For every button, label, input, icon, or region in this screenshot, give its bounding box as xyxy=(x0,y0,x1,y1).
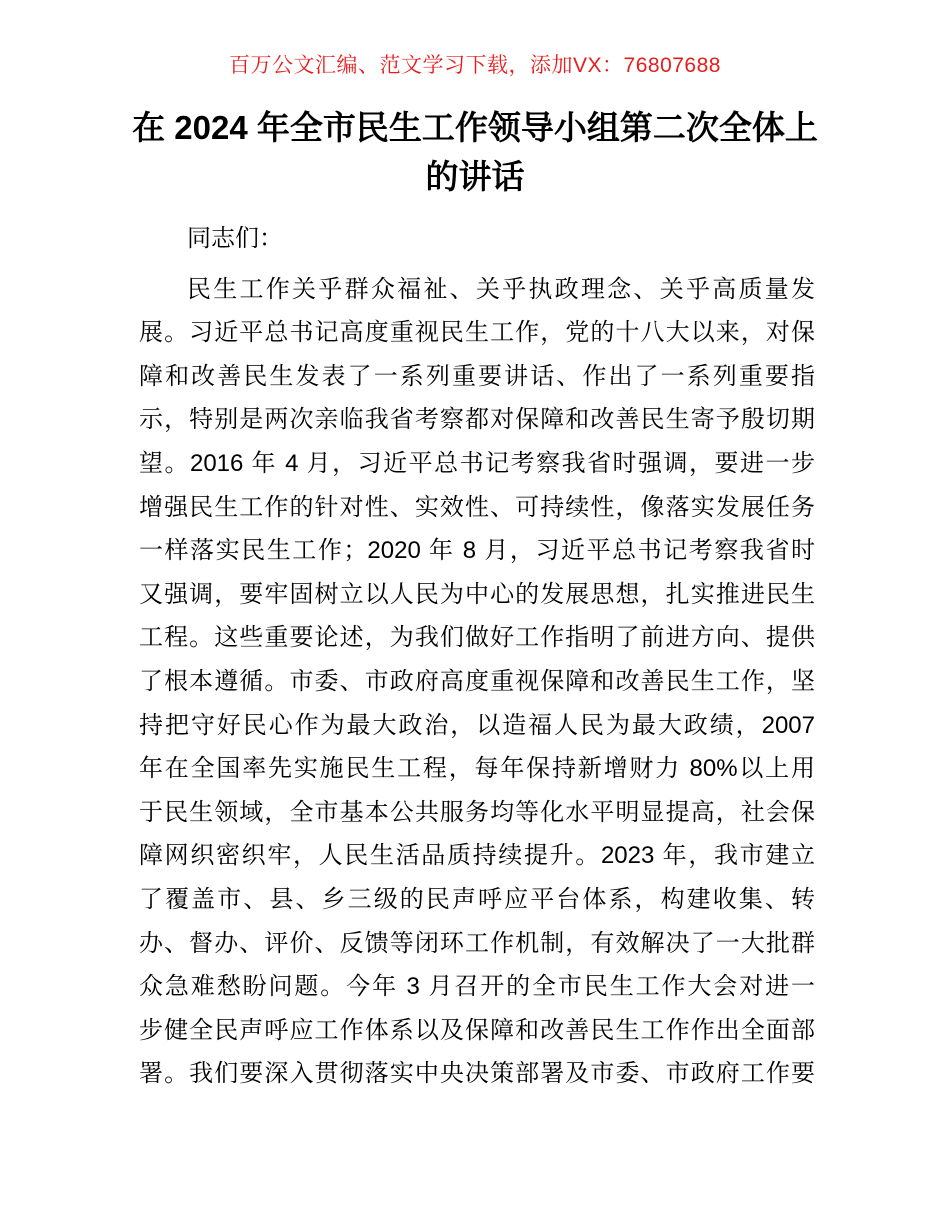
paragraph-line: 民生工作关乎群众福祉、关乎执政理念、关乎高质量发 xyxy=(187,275,815,303)
body-paragraph xyxy=(139,268,815,1096)
paragraph-line: 障网织密织牢，人民生活品质持续提升。2023 年，我市建立 xyxy=(139,842,815,870)
document-title-line: 的讲话 xyxy=(425,158,525,195)
document-body xyxy=(139,217,815,1096)
paragraph-line: 示，特别是两次亲临我省考察都对保障和改善民生寄予殷切期 xyxy=(139,406,815,434)
paragraph-line: 年在全国率先实施民生工程，每年保持新增财力 80%以上用 xyxy=(139,755,815,783)
paragraph-line: 又强调，要牢固树立以人民为中心的发展思想，扎实推进民生 xyxy=(139,580,815,608)
paragraph-line: 办、督办、评价、反馈等闭环工作机制，有效解决了一大批群 xyxy=(139,929,815,957)
paragraph-line: 步健全民声呼应工作体系以及保障和改善民生工作作出全面部 xyxy=(139,1016,815,1044)
paragraph-line: 了覆盖市、县、乡三级的民声呼应平台体系，构建收集、转 xyxy=(139,885,815,913)
salutation: 同志们： xyxy=(187,225,283,252)
paragraph-line: 了根本遵循。市委、市政府高度重视保障和改善民生工作，坚 xyxy=(139,667,815,695)
paragraph-line: 障和改善民生发表了一系列重要讲话、作出了一系列重要指 xyxy=(139,362,815,390)
paragraph-line: 于民生领域，全市基本公共服务均等化水平明显提高，社会保 xyxy=(139,798,815,826)
paragraph-line: 工程。这些重要论述，为我们做好工作指明了前进方向、提供 xyxy=(139,624,815,652)
paragraph-line: 增强民生工作的针对性、实效性、可持续性，像落实发展任务 xyxy=(139,493,815,521)
paragraph-line: 望。2016 年 4 月，习近平总书记考察我省时强调，要进一步 xyxy=(139,449,815,477)
paragraph-line: 展。习近平总书记高度重视民生工作，党的十八大以来，对保 xyxy=(139,319,815,347)
paragraph-line: 一样落实民生工作；2020 年 8 月，习近平总书记考察我省时 xyxy=(139,537,815,565)
document-title xyxy=(100,103,850,201)
watermark-notice: 百万公文汇编、范文学习下载，添加VX：76807688 xyxy=(229,54,721,77)
paragraph-line: 署。我们要深入贯彻落实中央决策部署及市委、市政府工作要 xyxy=(139,1060,815,1088)
paragraph-line: 众急难愁盼问题。今年 3 月召开的全市民生工作大会对进一 xyxy=(139,973,815,1001)
document-title-line: 在 2024 年全市民生工作领导小组第二次全体上 xyxy=(132,109,818,146)
paragraph-line: 持把守好民心作为最大政治，以造福人民为最大政绩，2007 xyxy=(139,711,815,739)
